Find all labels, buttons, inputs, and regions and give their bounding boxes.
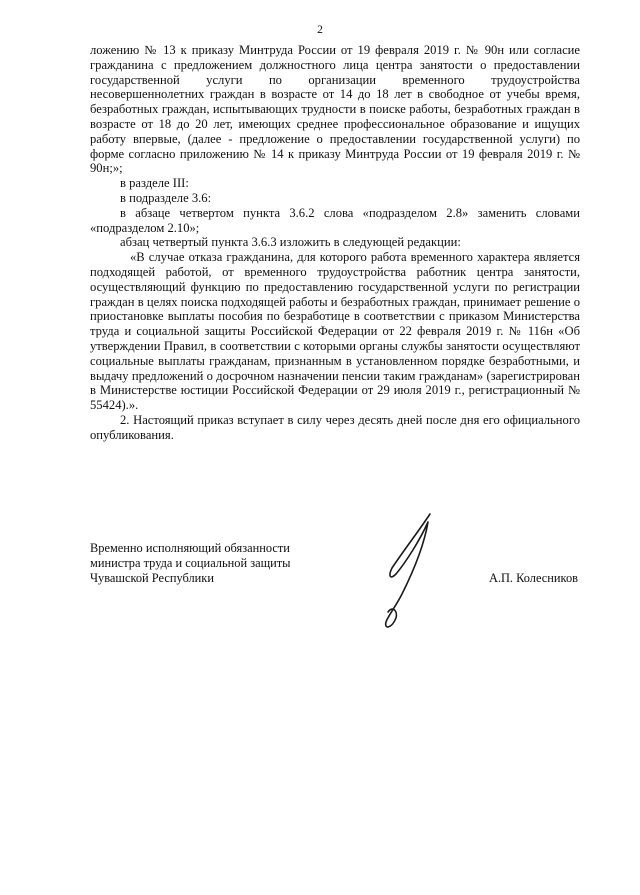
signer-title-line: министра труда и социальной защиты <box>90 556 291 571</box>
signer-title-line: Временно исполняющий обязанности <box>90 541 290 555</box>
signer-title-line: Чувашской Республики <box>90 571 214 586</box>
quoted-new-text-paragraph: «В случае отказа гражданина, для которого работа временного характера является подходящей работой, от временного трудоустройства работник центра занятости, осуществляющий функцию по предоставлению государственной услуги по регистрации граждан в целях поиска подходящей работы и безработных граждан, принимает решение о приостановке выплаты пособия по безработице в соответствии с приказом Министерства труда и социальной защиты Российской Федерации от 22 февраля 2019 г. № 116н «Об утверждении Правил, в соответствии с которыми органы службы занятости осуществляют социальные выплаты гражданам, признанным в установленном порядке безработными, и выдачу предложений о досрочном назначении пенсии таким гражданам» (зарегистрирован в Министерстве юстиции Российской Федерации от 29 июля 2019 г., регистрационный № 55424).». <box>90 250 580 413</box>
amendment-3-6-3-intro: абзац четвертый пункта 3.6.3 изложить в следующей редакции: <box>120 235 461 250</box>
signer-name: А.П. Колесников <box>488 571 578 585</box>
signature-block <box>90 541 580 587</box>
continuation-paragraph: ложению № 13 к приказу Минтруда России от 19 февраля 2019 г. № 90н или согласие гражданина с предложением должностного лица центра занятости о предоставлении государственной услуги по организации временного трудоустройства несовершеннолетних граждан в возрасте от 14 до 18 лет в свободное от учебы время, безработных граждан, испытывающих трудности в поиске работы, безработных граждан в возрасте от 18 до 20 лет, имеющих среднее профессиональное образование и ищущих работу впервые, (далее - предложение о предоставлении государственной услуги) по форме согласно приложению № 14 к приказу Минтруда России от 19 февраля 2019 г. № 90н;»; <box>90 43 580 176</box>
entry-into-force-paragraph: 2. Настоящий приказ вступает в силу через десять дней после дня его официального опубликования. <box>90 412 580 442</box>
subsection-3-6-line: в подразделе 3.6: <box>120 190 212 205</box>
page-number: 2 <box>317 24 323 36</box>
section-iii-line: в разделе III: <box>120 176 189 191</box>
document-body <box>90 43 580 443</box>
handwritten-signature <box>366 510 456 630</box>
amendment-3-6-2-paragraph: в абзаце четвертом пункта 3.6.2 слова «подразделом 2.8» заменить словами «подразделом 2.10»; <box>90 205 580 235</box>
